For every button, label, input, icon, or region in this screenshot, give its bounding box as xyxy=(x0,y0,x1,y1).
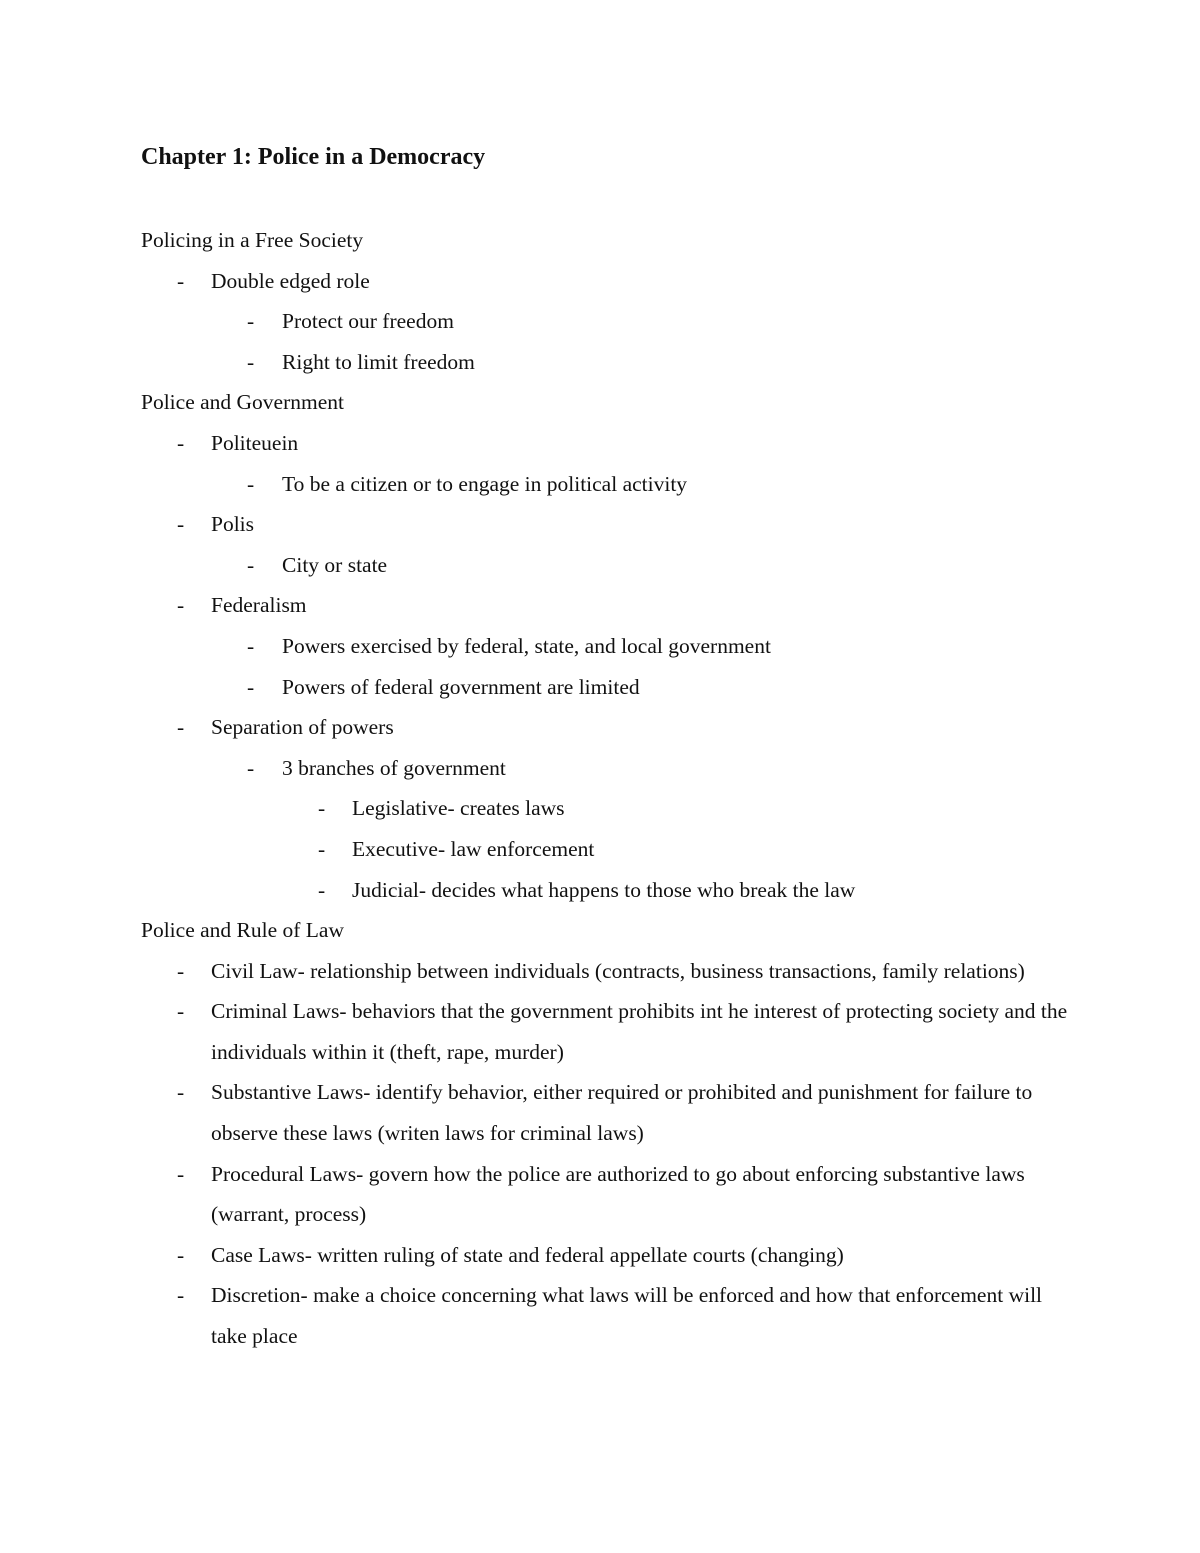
list-item-text: Powers of federal government are limited xyxy=(282,674,640,699)
bullet-dash: - xyxy=(247,755,255,780)
list-item xyxy=(141,585,1081,626)
notes-body xyxy=(141,220,1081,1357)
bullet-dash: - xyxy=(177,1080,185,1105)
list-item-text: Procedural Laws- govern how the police are authorized to go about enforcing substantive laws (warrant, process) xyxy=(211,1161,1025,1227)
list-item xyxy=(141,261,1081,302)
bullet-dash: - xyxy=(177,1242,185,1267)
bullet-dash: - xyxy=(177,1283,185,1308)
list-item-text: Politeuein xyxy=(211,430,299,455)
list-item xyxy=(141,301,1081,342)
list-item xyxy=(141,1154,1081,1235)
bullet-dash: - xyxy=(177,999,185,1024)
bullet-dash: - xyxy=(247,552,255,577)
list-item xyxy=(141,991,1081,1072)
list-item-text: Case Laws- written ruling of state and federal appellate courts (changing) xyxy=(211,1242,844,1267)
list-item xyxy=(141,504,1081,545)
bullet-dash: - xyxy=(247,309,255,334)
list-item-text: 3 branches of government xyxy=(282,755,506,780)
bullet-dash: - xyxy=(318,877,326,902)
list-item-text: Federalism xyxy=(211,593,307,618)
list-item xyxy=(141,829,1081,870)
bullet-dash: - xyxy=(177,268,185,293)
list-item xyxy=(141,870,1081,911)
section-heading-free-society: Policing in a Free Society xyxy=(141,228,364,252)
list-item xyxy=(141,1072,1081,1153)
list-item xyxy=(141,788,1081,829)
list-item-text: Judicial- decides what happens to those who break the law xyxy=(352,877,856,902)
bullet-dash: - xyxy=(177,715,185,740)
list-item xyxy=(141,707,1081,748)
list-item-text: Discretion- make a choice concerning what laws will be enforced and how that enforcement will take place xyxy=(211,1283,1043,1349)
list-item-text: Powers exercised by federal, state, and local government xyxy=(282,633,771,658)
bullet-dash: - xyxy=(177,1161,185,1186)
list-item xyxy=(141,545,1081,586)
list-item xyxy=(141,1275,1081,1356)
section-heading-rule-of-law: Police and Rule of Law xyxy=(141,918,345,943)
list-item xyxy=(141,1235,1081,1276)
page-title: Chapter 1: Police in a Democracy xyxy=(141,144,486,170)
bullet-dash: - xyxy=(318,796,326,821)
list-item-text: Substantive Laws- identify behavior, either required or prohibited and punishment for failure to observe these laws (writen laws for criminal laws) xyxy=(211,1080,1033,1146)
bullet-dash: - xyxy=(177,430,185,455)
list-item-text: Right to limit freedom xyxy=(282,349,475,374)
bullet-dash: - xyxy=(247,633,255,658)
list-item xyxy=(141,748,1081,789)
list-item-text: City or state xyxy=(282,552,388,577)
list-item-text: Civil Law- relationship between individuals (contracts, business transactions, family relations) xyxy=(211,958,1025,983)
list-item xyxy=(141,423,1081,464)
list-item xyxy=(141,626,1081,667)
list-item-text: Executive- law enforcement xyxy=(352,836,595,861)
bullet-dash: - xyxy=(247,349,255,374)
list-item-text: Legislative- creates laws xyxy=(352,796,565,821)
list-item-text: Double edged role xyxy=(211,268,370,293)
section-heading-government: Police and Government xyxy=(141,390,345,415)
list-item-text: To be a citizen or to engage in political activity xyxy=(282,471,688,496)
bullet-dash: - xyxy=(247,674,255,699)
list-item xyxy=(141,342,1081,383)
bullet-dash: - xyxy=(177,512,185,537)
list-item xyxy=(141,951,1081,992)
list-item xyxy=(141,464,1081,505)
list-item-text: Criminal Laws- behaviors that the government prohibits int he interest of protecting society and the individuals within it (theft, rape, murder) xyxy=(211,999,1068,1064)
bullet-dash: - xyxy=(318,836,326,861)
bullet-dash: - xyxy=(177,593,185,618)
list-item-text: Polis xyxy=(211,512,255,537)
list-item xyxy=(141,667,1081,708)
bullet-dash: - xyxy=(177,958,185,983)
bullet-dash: - xyxy=(247,471,255,496)
list-item-text: Separation of powers xyxy=(211,715,394,740)
list-item-text: Protect our freedom xyxy=(282,309,454,334)
